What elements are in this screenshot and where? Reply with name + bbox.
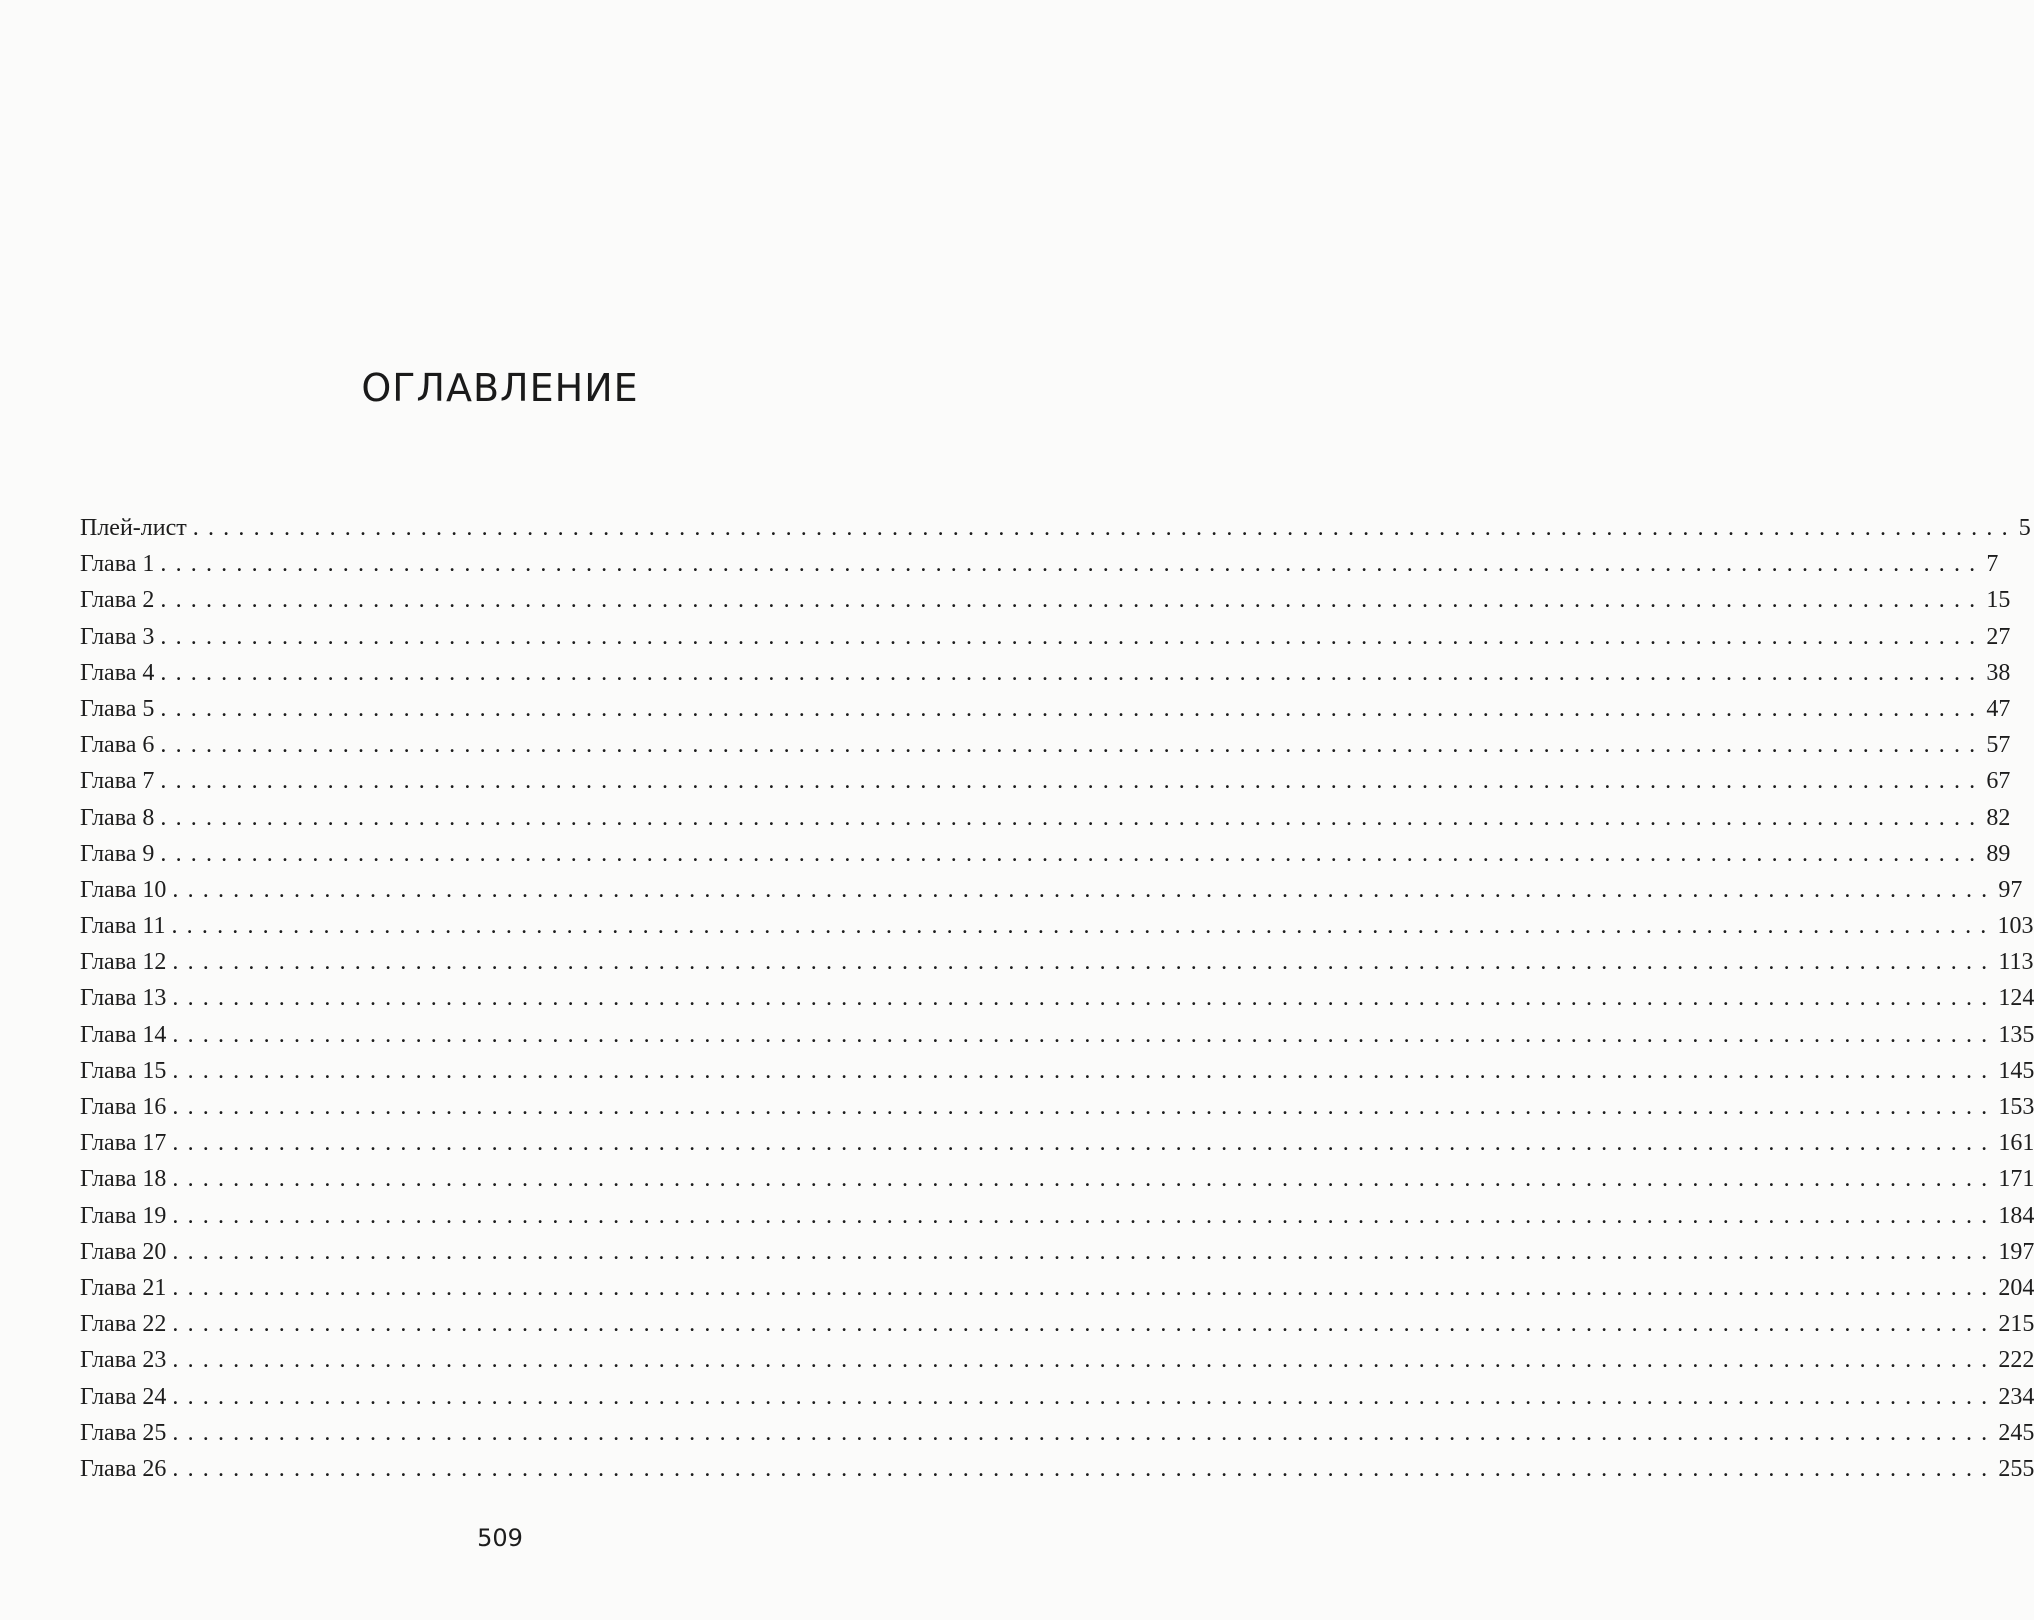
dot-leader: ........................................................................................................................	[192, 515, 2017, 541]
toc-entry-title: Глава 20	[80, 1238, 167, 1265]
toc-entry-title: Глава 11	[80, 913, 166, 940]
toc-entry-page: 135	[1998, 1021, 2034, 1048]
toc-entry-title: Глава 15	[80, 1057, 167, 1084]
toc-entry-title: Глава 26	[80, 1455, 167, 1482]
toc-entry	[80, 836, 2011, 872]
toc-entry-title: Глава 7	[80, 768, 155, 795]
toc-entry-page: 124	[1998, 985, 2034, 1012]
dot-leader: ........................................................................................................................	[160, 804, 1985, 831]
dot-leader: ........................................................................................................................	[160, 623, 1985, 650]
toc-entry	[80, 1198, 2034, 1234]
toc-entry	[80, 1053, 2034, 1089]
toc-entry	[80, 1451, 2034, 1487]
toc-entry	[80, 763, 2011, 799]
toc-entry-title: Глава 19	[80, 1202, 167, 1229]
toc-entry-title: Глава 3	[80, 623, 155, 650]
dot-leader: ........................................................................................................................	[172, 1238, 1997, 1265]
toc-entry-page: 82	[1986, 804, 2011, 831]
dot-leader: ........................................................................................................................	[172, 1455, 1997, 1482]
toc-entry-title: Глава 1	[80, 551, 155, 578]
toc-entry	[80, 980, 2034, 1016]
toc-entry-title: Глава 6	[80, 732, 155, 759]
toc-entry-title: Глава 22	[80, 1311, 167, 1338]
dot-leader: ........................................................................................................................	[160, 551, 1985, 578]
toc-entry-title: Глава 10	[80, 876, 167, 903]
toc-entry-page: 184	[1998, 1202, 2034, 1229]
toc-entry-title: Глава 13	[80, 985, 167, 1012]
dot-leader: ........................................................................................................................	[160, 732, 1985, 759]
toc-entry	[80, 655, 2011, 691]
toc-entry-page: 215	[1998, 1311, 2034, 1338]
toc-entry	[80, 944, 2034, 980]
dot-leader: ........................................................................................................................	[160, 659, 1985, 686]
table-of-contents	[80, 510, 2034, 1487]
toc-entry	[80, 1089, 2034, 1125]
toc-entry	[80, 1234, 2034, 1270]
toc-entry	[80, 1161, 2034, 1197]
toc-entry-page: 15	[1986, 587, 2011, 614]
dot-leader: ........................................................................................................................	[160, 840, 1985, 867]
toc-entry	[80, 1379, 2034, 1415]
dot-leader: ........................................................................................................................	[172, 876, 1997, 903]
toc-entry-page: 47	[1986, 695, 2011, 722]
toc-entry-page: 67	[1986, 768, 2011, 795]
dot-leader: ........................................................................................................................	[160, 768, 1985, 795]
toc-entry-page: 5	[2018, 515, 2031, 541]
dot-leader: ........................................................................................................................	[172, 1057, 1997, 1084]
toc-entry-page: 145	[1998, 1057, 2034, 1084]
dot-leader: ........................................................................................................................	[172, 1383, 1997, 1410]
toc-entry-title: Глава 4	[80, 659, 155, 686]
dot-leader: ........................................................................................................................	[172, 1094, 1997, 1120]
toc-entry-title: Глава 5	[80, 695, 155, 722]
toc-entry-title: Глава 9	[80, 840, 155, 867]
toc-entry	[80, 1415, 2034, 1451]
toc-entry	[80, 546, 1999, 582]
dot-leader: ........................................................................................................................	[172, 949, 1997, 976]
dot-leader: ........................................................................................................................	[172, 1166, 1997, 1193]
toc-entry-page: 113	[1998, 949, 2034, 976]
toc-entry	[80, 1342, 2034, 1378]
toc-entry	[80, 800, 2011, 836]
toc-entry-page: 7	[1986, 551, 1999, 578]
dot-leader: ........................................................................................................................	[172, 1419, 1997, 1446]
dot-leader: ........................................................................................................................	[172, 1347, 1997, 1374]
toc-entry-title: Глава 12	[80, 949, 167, 976]
dot-leader: ........................................................................................................................	[172, 1021, 1997, 1048]
toc-entry-title: Глава 17	[80, 1130, 167, 1157]
dot-leader: ........................................................................................................................	[160, 695, 1985, 722]
toc-entry-title: Глава 21	[80, 1274, 167, 1301]
toc-entry-page: 89	[1986, 840, 2011, 867]
dot-leader: ........................................................................................................................	[160, 587, 1985, 614]
toc-entry-title: Глава 2	[80, 587, 155, 614]
toc-entry-page: 255	[1998, 1455, 2034, 1482]
toc-entry-page: 57	[1986, 732, 2011, 759]
page-title: ОГЛАВЛЕНИЕ	[361, 366, 639, 410]
toc-entry-page: 97	[1998, 876, 2023, 903]
toc-entry-title: Плей-лист	[80, 515, 187, 541]
toc-entry	[80, 1306, 2034, 1342]
toc-entry	[80, 619, 2011, 655]
toc-entry-page: 38	[1986, 659, 2011, 686]
toc-entry	[80, 1125, 2034, 1161]
toc-entry-title: Глава 8	[80, 804, 155, 831]
toc-entry-page: 245	[1998, 1419, 2034, 1446]
toc-entry	[80, 872, 2023, 908]
toc-entry	[80, 727, 2011, 763]
toc-entry-page: 171	[1998, 1166, 2034, 1193]
toc-entry-page: 234	[1998, 1383, 2034, 1410]
toc-entry-page: 103	[1997, 913, 2034, 940]
toc-entry-page: 161	[1998, 1130, 2034, 1157]
toc-entry-title: Глава 24	[80, 1383, 167, 1410]
toc-entry	[80, 582, 2011, 618]
toc-entry-title: Глава 23	[80, 1347, 167, 1374]
toc-entry	[80, 1270, 2034, 1306]
dot-leader: ........................................................................................................................	[172, 1130, 1997, 1157]
toc-entry-title: Глава 18	[80, 1166, 167, 1193]
toc-entry-page: 222	[1998, 1347, 2034, 1374]
toc-entry	[80, 691, 2011, 727]
toc-entry	[80, 908, 2034, 944]
toc-entry	[80, 510, 2031, 546]
dot-leader: ........................................................................................................................	[171, 913, 1996, 940]
toc-entry-title: Глава 14	[80, 1021, 167, 1048]
page-number: 509	[477, 1524, 523, 1552]
toc-entry-title: Глава 16	[80, 1094, 167, 1120]
toc-entry-page: 197	[1998, 1238, 2034, 1265]
dot-leader: ........................................................................................................................	[172, 1274, 1997, 1301]
dot-leader: ........................................................................................................................	[172, 1202, 1997, 1229]
toc-entry-page: 204	[1998, 1274, 2034, 1301]
toc-entry-title: Глава 25	[80, 1419, 167, 1446]
toc-entry-page: 27	[1986, 623, 2011, 650]
dot-leader: ........................................................................................................................	[172, 1311, 1997, 1338]
toc-entry	[80, 1017, 2034, 1053]
dot-leader: ........................................................................................................................	[172, 985, 1997, 1012]
toc-entry-page: 153	[1998, 1094, 2034, 1120]
